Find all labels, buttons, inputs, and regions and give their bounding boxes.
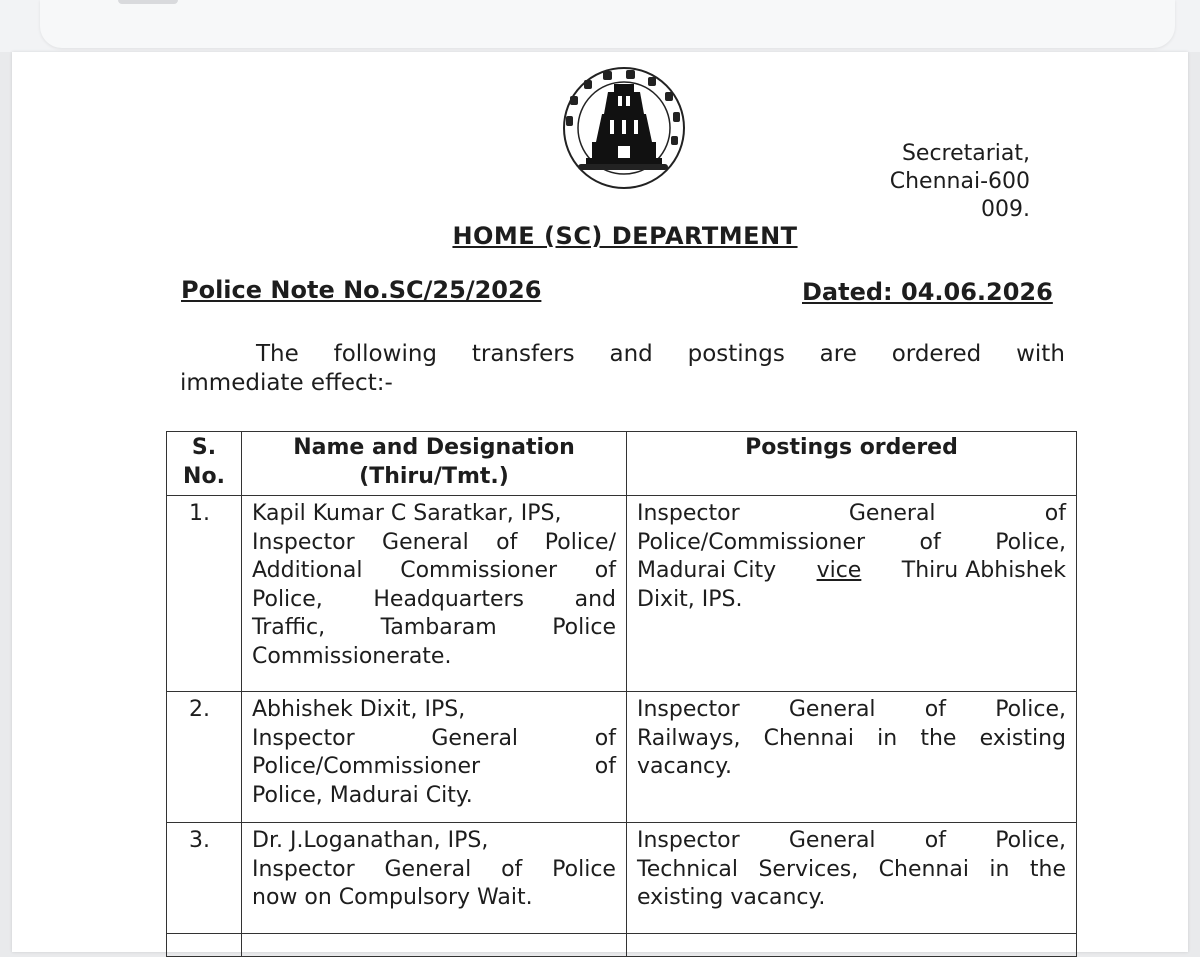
word: Police [552,856,616,882]
word: Police/Commissioner [252,754,481,779]
name-line: now on Compulsory Wait. [252,885,533,910]
intro-word: are [819,341,857,367]
intro-word: following [333,341,438,367]
intro-line-2: immediate effect:- [180,370,393,396]
intro-word: ordered [891,341,982,367]
text-line [637,500,1066,529]
text-line [637,856,1066,885]
cell-posting [627,692,1077,823]
text-line [252,725,616,754]
note-date: Dated: 04.06.2026 [802,278,1053,306]
text-line [252,782,616,811]
word: Commissioner [400,558,558,583]
police-note-number: Police Note No.SC/25/2026 [181,276,542,304]
text-line [252,753,616,782]
word: General [384,856,472,882]
text-line [637,529,1066,558]
posting-line: existing vacancy. [637,885,826,910]
cell-posting [627,934,1077,957]
cell-name [242,823,627,934]
intro-word: and [609,341,653,367]
word: Traffic, [252,615,326,640]
posting-line: Thiru Abhishek [901,558,1066,583]
word: General [788,828,876,853]
word: of [924,828,946,853]
state-emblem-icon [548,66,700,194]
table-header-row [167,432,1077,496]
address-line-2: Chennai-600 009. [889,169,1030,222]
word: Inspector [252,529,355,555]
word: of [594,725,616,751]
word: Inspector [252,856,355,882]
word: of [919,529,941,555]
header-postings-line: Postings ordered [745,435,958,460]
name-line: Police, Madurai City. [252,782,473,808]
word: Headquarters [373,586,525,612]
intro-line-1 [180,340,1065,369]
department-heading: HOME (SC) DEPARTMENT [452,222,798,250]
cell-name [242,496,627,692]
text-line [252,827,616,856]
text-line [252,856,616,885]
address-line-1: Secretariat, [901,141,1030,166]
name-line: Commissionerate. [252,643,452,669]
text-line [637,827,1066,856]
table-row [167,823,1077,934]
header-name-line: Name and Designation [293,435,575,460]
text-line [637,753,1066,782]
text-line [252,884,616,913]
cell-sno [167,934,242,957]
word: of [594,754,616,779]
word: General [431,725,519,751]
word: Police, [995,529,1066,555]
word: Police, [995,697,1066,722]
word: Police [552,615,616,640]
intro-word: with [1016,341,1065,367]
posting-line: Madurai City [637,558,777,583]
word: Technical [637,856,739,882]
text-line [637,725,1066,754]
word: Police, [252,586,323,612]
posting-line: vacancy. [637,754,732,779]
posting-vice-word: vice [816,558,862,583]
header-sno-line: No. [183,464,225,489]
cell-sno: 1. [167,496,242,692]
header-name [242,432,627,496]
cell-sno: 2. [167,692,242,823]
text-line [252,557,616,586]
text-line [637,586,1066,615]
cell-sno: 3. [167,823,242,934]
cell-posting [627,496,1077,692]
word: Police/Commissioner [637,529,866,555]
word: Inspector [637,697,740,722]
word: in [877,725,898,751]
text-line [252,500,616,529]
header-postings [627,432,1077,496]
word: Chennai [878,856,969,882]
cell-name [242,934,627,957]
name-line: Dr. J.Loganathan, IPS, [252,828,489,853]
cell-posting [627,823,1077,934]
word: Police, [995,828,1066,853]
address-block [840,140,1030,224]
table-row-cut-off [167,934,1077,957]
word: and [574,586,616,612]
header-sno-line: S. [191,435,217,460]
intro-word: transfers [471,341,575,367]
word: Railways, [637,725,741,751]
name-line: Abhishek Dixit, IPS, [252,697,466,722]
word: the [1029,856,1066,882]
viewer-top-bar [0,0,1200,52]
word: Services, [758,856,859,882]
header-name-line: (Thiru/Tmt.) [359,464,509,489]
text-line [637,696,1066,725]
text-line [637,557,1066,586]
word: the [920,725,957,751]
cell-name [242,692,627,823]
postings-table [166,431,1077,957]
word: Inspector [637,501,740,526]
word: of [496,529,518,555]
text-line [637,884,1066,913]
word: General [788,697,876,722]
word: Additional [252,558,363,583]
word: General [382,529,469,555]
drag-handle[interactable] [118,0,178,4]
text-line [252,696,616,725]
intro-word: postings [687,341,785,367]
posting-line: Dixit, IPS. [637,586,743,612]
table-row [167,496,1077,692]
intro-paragraph [180,340,1065,398]
intro-word: The [256,341,299,367]
word: of [594,558,616,583]
word: General [848,501,936,526]
name-line: Kapil Kumar C Saratkar, IPS, [252,501,562,526]
text-line [252,643,616,672]
word: Inspector [252,725,355,751]
word: Chennai [763,725,854,751]
word: Inspector [637,828,740,853]
text-line [252,529,616,558]
word: in [989,856,1010,882]
word: existing [979,725,1066,751]
viewer-header-card [40,0,1175,48]
text-line [252,586,616,615]
word: of [924,697,946,722]
word: Tambaram [380,615,497,640]
text-line [252,614,616,643]
word: of [501,856,523,882]
word: Police/ [544,529,616,555]
header-sno [167,432,242,496]
word: of [1044,501,1066,526]
table-row [167,692,1077,823]
